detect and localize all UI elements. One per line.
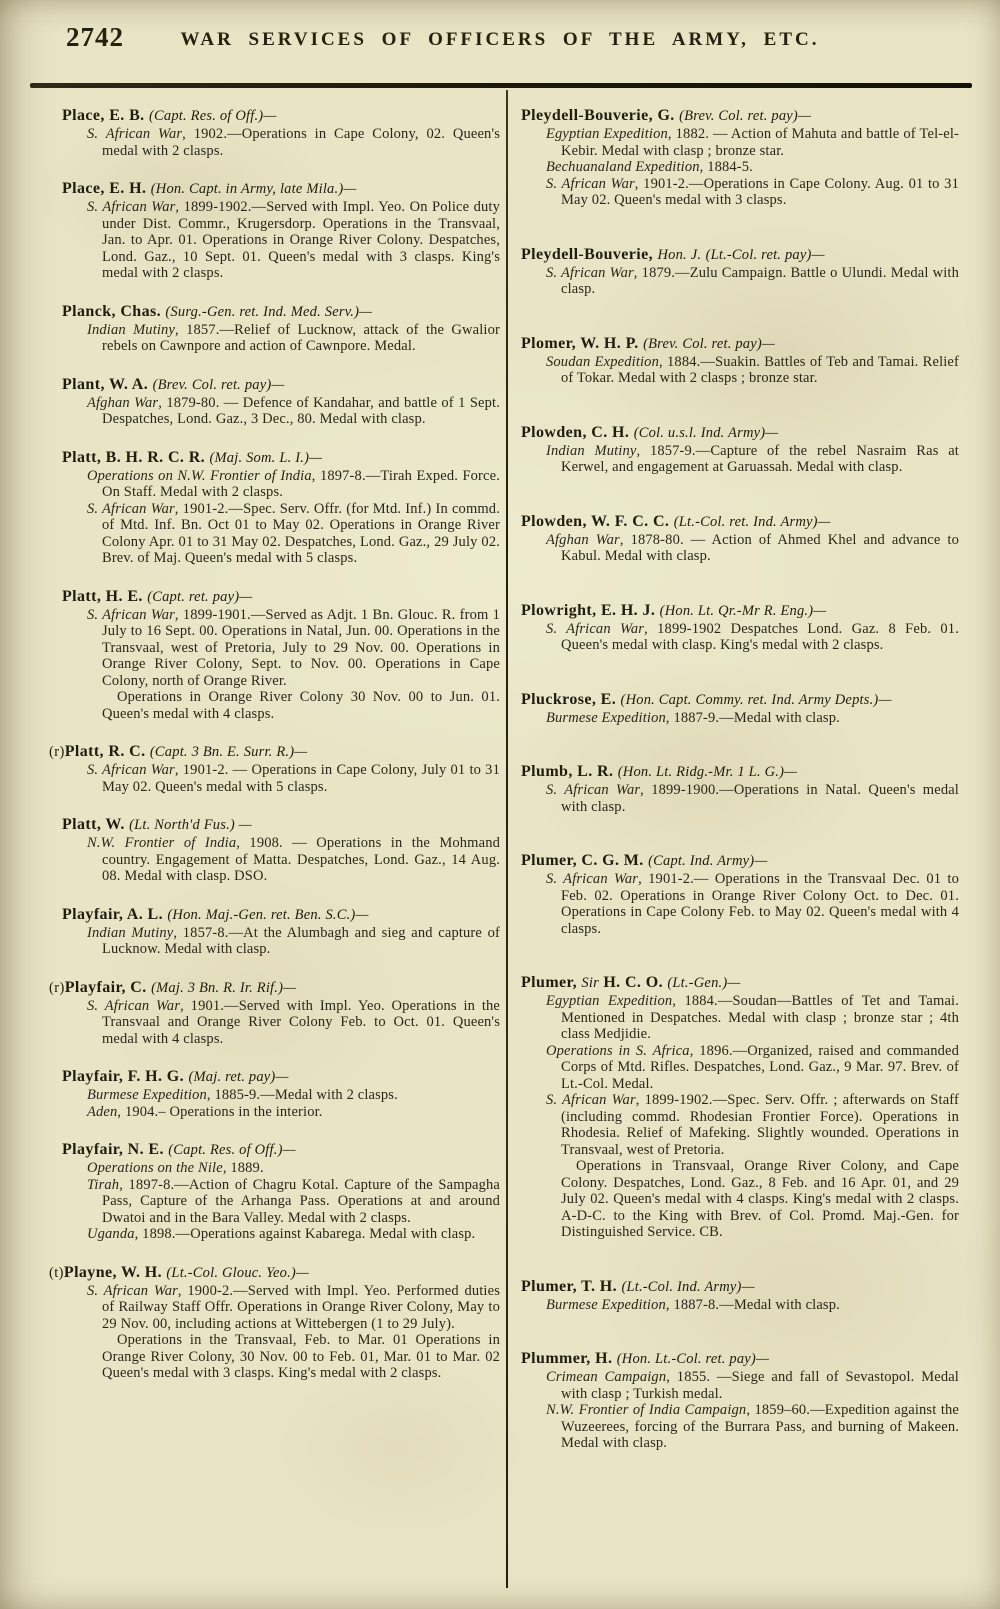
service-text: , 1901.—Served with Impl. Yeo. Operations in the Transvaal and Orange River Colony Feb. to Oct. 01. Queen's medal with 4 clasps. [102,997,500,1047]
officer-name: Plumb, L. R. [521,763,614,780]
officer-entry [62,905,500,958]
reserve-marker: (t) [49,1264,64,1281]
reserve-marker: (r) [49,744,65,760]
service-line [62,1160,500,1177]
service-paragraph: Operations in the Transvaal, Feb. to Mar. 01 Operations in Orange River Colony, 30 Nov. 00 to Feb. 01, Mar. 01 to Mar. 02 Queen's medal with 3 clasps. King's medal with 2 clasps. [102,1332,500,1381]
officer-name: Platt, W. [62,816,125,833]
officer-entry [521,106,959,209]
service-line [521,1092,959,1158]
officer-entry [521,762,959,815]
campaign-name: S. African War [87,1282,178,1299]
campaign-name: Aden [87,1103,118,1120]
officer-entry [62,1067,500,1120]
campaign-name: Egyptian Expedition [546,126,668,142]
reserve-marker: (r) [49,979,65,996]
officer-rank: (Lt.-Gen.)— [667,975,741,991]
service-text: , 1879.—Zulu Campaign. Battle o Ulundi. Medal with clasp. [561,264,959,297]
service-line [521,782,959,815]
service-text: , 1899-1902 Despatches Lond. Gaz. 8 Feb. 01. Queen's medal with clasp. King's medal with 2 clasps. [561,620,959,653]
officer-rank: (Hon. Lt. Ridg.-Mr. 1 L. G.)— [617,764,798,780]
service-text: , 1879-80. — Defence of Kandahar, and battle of 1 Sept. Despatches, Lond. Gaz., 3 Dec., 80. Medal with clasp. [102,394,500,427]
service-text: , 1899-1900.—Operations in Natal. Queen's medal with clasp. [561,782,959,815]
officer-rank: (Brev. Col. ret. pay)— [152,376,285,393]
service-text: , 1859–60.—Expedition against the Wuzeerees, forcing of the Burrara Pass, and burning of Makeen. Medal with clasp. [561,1402,959,1451]
campaign-name: Bechuanaland Expedition [546,159,700,175]
officer-entry [62,1140,500,1243]
campaign-name: Crimean Campaign [546,1369,667,1385]
officer-rank: (Maj. ret. pay)— [188,1069,289,1085]
officer-name: Plomer, W. H. P. [521,334,639,352]
officer-name: Plowden, C. H. [521,423,630,441]
officer-entry-header [62,815,500,835]
campaign-name: Operations on N.W. Frontier of India [87,467,312,484]
service-line [521,126,959,159]
officer-entry [521,601,959,654]
officer-entry-header [521,1349,959,1369]
officer-entry-header [521,512,959,532]
service-text: , 1857-9.—Capture of the rebel Nasraim Ras at Kerwel, and engagement at Garuassah. Medal with clasp. [561,442,959,475]
service-text: , 1887-8.—Medal with clasp. [665,1296,840,1313]
campaign-name: S. African War [546,871,639,887]
officer-name: Playfair, A. L. [62,905,163,923]
service-text: , 1884.—Soudan—Battles of Tet and Tamai. Mentioned in Despatches. Medal with clasp ; bronze star ; 4th class Medjidie. [561,993,959,1042]
service-line [62,199,500,282]
service-line [521,265,959,298]
service-text: , 1908. — Operations in the Mohmand country. Engagement of Matta. Despatches, Lond. Gaz., 14 Aug. 08. Medal with clasp. DSO. [102,835,500,884]
service-line [521,1369,959,1402]
officer-entry-header [62,106,500,126]
left-column [49,106,501,1402]
officer-rank: (Lt. North'd Fus.) — [129,817,252,833]
campaign-name: S. African War [87,997,181,1014]
officer-name: Pleydell-Bouverie, [521,245,654,263]
service-line [521,993,959,1043]
officer-name: Playne, W. H. [63,1263,162,1281]
officer-entry [62,375,500,428]
officer-rank: (Hon. Lt. Qr.-Mr R. Eng.)— [659,602,827,619]
officer-rank: (Capt. Res. of Off.)— [168,1142,296,1158]
campaign-name: Indian Mutiny [546,442,637,459]
officer-rank: (Brev. Col. ret. pay)— [643,335,776,352]
campaign-name: S. African War [546,782,641,798]
campaign-name: S. African War [546,620,645,637]
service-line [62,1177,500,1227]
campaign-name: Indian Mutiny [87,321,176,338]
service-text: , 1901-2.— Operations in the Transvaal Dec. 01 to Feb. 02. Operations in Orange River Colony Oct. to Dec. 01. Operations in Cape Colony Feb. to May 02. Queen's medal with 4 clasps. [561,871,959,937]
officer-rank: (Surg.-Gen. ret. Ind. Med. Serv.)— [165,303,373,320]
service-line [62,501,500,567]
service-line [521,710,959,727]
officer-entry-header [521,1277,959,1297]
officer-name: Plant, W. A. [62,375,149,393]
service-text: , 1885-9.—Medal with 2 clasps. [206,1087,398,1103]
campaign-name: Afghan War [87,394,159,411]
officer-entry-header [521,601,959,621]
campaign-name: Uganda [87,1226,135,1242]
campaign-name: Burmese Expedition [87,1087,207,1103]
page-title: WAR SERVICES OF OFFICERS OF THE ARMY, ETC. [180,29,820,50]
campaign-name: S. African War [87,500,175,517]
officer-name: Pluckrose, E. [521,690,617,708]
officer-initials: H. C. O. [603,974,663,991]
officer-entry [62,448,500,567]
campaign-name: Soudan Expedition [546,353,659,370]
officer-entry-header [62,302,500,322]
service-line [62,322,500,355]
campaign-name: S. African War [87,606,175,623]
service-text: , 1901-2. — Operations in Cape Colony, July 01 to 31 May 02. Queen's medal with 5 clasps. [102,762,500,795]
officer-entry [521,690,959,727]
officer-entry-header [521,973,959,993]
officer-rank: (Capt. Res. of Off.)— [148,108,277,124]
officer-entry-header [521,423,959,443]
officer-rank: (Hon. Capt. in Army, late Mila.)— [150,181,357,197]
officer-name: Plumer, T. H. [521,1277,618,1295]
officer-entry [49,1263,500,1382]
officer-entry [62,179,500,282]
officer-name: Plumer, [521,974,577,991]
service-line [521,159,959,176]
officer-entry-header [62,587,500,607]
campaign-name: S. African War [87,762,175,778]
right-column [521,106,959,1488]
campaign-name: Tirah [87,1176,120,1193]
campaign-name: Afghan War [546,531,620,548]
service-line [62,925,500,958]
service-paragraph: Operations in Transvaal, Orange River Colony, and Cape Colony. Despatches, Lond. Gaz., 8 Feb. and 16 Apr. 01, and 29 July 02. Queen's medal with 4 clasps. King's medal with 2 clasps. A-D-C. to the King with Brev. of Col. Promd. Maj.-Gen. for Distinguished Service. CB. [561,1158,959,1240]
officer-entry-header [62,448,500,468]
officer-name: Plummer, H. [521,1350,613,1367]
service-line [62,1226,500,1243]
officer-rank: (Lt.-Col. ret. pay)— [705,246,825,263]
service-line [521,621,959,654]
officer-entry-header [62,179,500,199]
service-text: , 1900-2.—Served with Impl. Yeo. Performed duties of Railway Staff Offr. Operations in Orange River Colony, May to 29 Nov. 00, including actions at Wittebergen (1 to 29 July). [102,1282,500,1332]
service-line [521,1402,959,1452]
service-line [521,532,959,565]
service-text: , 1904.– Operations in the interior. [117,1103,323,1120]
officer-entry [62,302,500,355]
officer-rank: (Maj. Som. L. I.)— [209,449,323,466]
service-text: , 1896.—Organized, raised and commanded Corps of Mtd. Rifles. Despatches, Lond. Gaz., 9 Mar. 97. Brev. of Lt.-Col. Medal. [561,1042,959,1092]
officer-entry [62,587,500,723]
officer-name: Place, E. B. [62,107,145,124]
service-text: , 1882. — Action of Mahuta and battle of Tel-el-Kebir. Medal with clasp ; bronze star. [561,126,959,159]
officer-entry [49,978,500,1048]
officer-rank: (Capt. Ind. Army)— [648,853,768,869]
service-text: , 1901-2.—Operations in Cape Colony. Aug. 01 to 31 May 02. Queen's medal with 3 clasps. [561,175,959,208]
officer-entry [521,334,959,387]
service-text: , 1901-2.—Spec. Serv. Offr. (for Mtd. Inf.) In commd. of Mtd. Inf. Bn. Oct 01 to May 02. Operations in Orange River Colony Apr. 01 to 31 May 02. Despatches, Lond. Gaz., 29 July 02. Brev. of Maj. Queen's medal with 5 clasps. [102,500,500,566]
service-line [62,835,500,885]
service-line [521,1043,959,1093]
service-text: , 1897-8.—Tirah Exped. Force. On Staff. Medal with 2 clasps. [102,467,500,500]
officer-rank: (Capt. 3 Bn. E. Surr. R.)— [149,744,308,760]
officer-entry [521,973,959,1241]
officer-entry [521,245,959,298]
service-line [62,395,500,428]
service-text: , 1855. —Siege and fall of Sevastopol. Medal with clasp ; Turkish medal. [561,1369,959,1402]
officer-entry [521,1277,959,1314]
service-text: , 1884.—Suakin. Battles of Teb and Tamai. Relief of Tokar. Medal with 2 clasps ; bronze star. [561,353,959,386]
officer-entry-header [521,106,959,126]
officer-entry [521,512,959,565]
service-text: , 1887-9.—Medal with clasp. [665,709,840,726]
officer-rank: (Capt. ret. pay)— [147,588,253,605]
service-text: , 1902.—Operations in Cape Colony, 02. Queen's medal with 2 clasps. [102,126,500,159]
service-text: , 1889. [222,1160,264,1176]
officer-entry-header [62,1140,500,1160]
officer-entry [49,742,500,795]
service-line [62,607,500,690]
campaign-name: S. African War [546,264,634,281]
officer-rank: (Hon. Capt. Commy. ret. Ind. Army Depts.)— [620,691,892,708]
officer-entry-header [49,978,500,998]
page-number: 2742 [66,22,124,52]
officer-rank: (Lt.-Col. ret. Ind. Army)— [673,513,831,530]
service-text: , 1857.—Relief of Lucknow, attack of the Gwalior rebels on Cawnpore and action of Cawnpore. Medal. [102,321,500,354]
officer-name: Playfair, N. E. [62,1141,164,1158]
service-text: , 1857-8.—At the Alumbagh and sieg and capture of Lucknow. Medal with clasp. [102,924,501,957]
officer-entry-header [521,851,959,871]
officer-entry-header [521,245,959,265]
campaign-name: Operations on the Nile [87,1160,223,1176]
officer-rank: (Hon. Maj.-Gen. ret. Ben. S.C.)— [167,906,369,923]
service-text: , 1898.—Operations against Kabarega. Medal with clasp. [134,1226,476,1242]
campaign-name: S. African War [546,175,635,192]
officer-name: Pleydell-Bouverie, G. [521,107,675,124]
campaign-name: S. African War [546,1092,636,1108]
officer-entry [62,815,500,885]
officer-name: Plumer, C. G. M. [521,852,644,869]
campaign-name: Operations in S. Africa [546,1042,690,1059]
campaign-name: S. African War [87,199,176,215]
officer-entry-header [62,375,500,395]
officer-rank: (Brev. Col. ret. pay)— [679,108,812,124]
officer-rank: (Lt.-Col. Glouc. Yeo.)— [166,1264,310,1281]
service-line [62,762,500,795]
officer-entry [62,106,500,159]
officer-name: Platt, H. E. [62,587,143,605]
service-text: , 1878-80. — Action of Ahmed Khel and advance to Kabul. Medal with clasp. [561,531,959,564]
officer-entry [521,423,959,476]
service-line [521,871,959,937]
officer-rank: (Hon. Lt.-Col. ret. pay)— [616,1351,770,1367]
officer-honorific: Sir [581,975,599,991]
service-paragraph: Operations in Orange River Colony 30 Nov. 00 to Jun. 01. Queen's medal with 4 clasps. [102,689,500,722]
officer-entry-header [521,334,959,354]
officer-entry [521,1349,959,1452]
service-line [521,1297,959,1314]
campaign-name: S. African War [87,126,183,142]
campaign-name: Burmese Expedition [546,1296,666,1313]
service-text: , 1899-1901.—Served as Adjt. 1 Bn. Glouc. R. from 1 July to 16 Sept. 00. Operations in Natal, Jun. 00. Operations in the Transvaal, west of Pretoria, July to 29 Nov. 00. Operations in Orange River Colony, Sept. to Nov. 00. Operations in Cape Colony, north of Orange River. [102,606,500,689]
service-text: , 1897-8.—Action of Chagru Kotal. Capture of the Sampagha Pass, Capture of the Arhanga Pass. Operations at and around Dwatoi and in the Bara Valley. Medal with 2 clasps. [102,1176,500,1226]
service-line [521,443,959,476]
officer-name: Playfair, F. H. G. [62,1068,185,1085]
service-line [521,354,959,387]
campaign-name: N.W. Frontier of India Campaign [546,1402,747,1418]
campaign-name: Burmese Expedition [546,709,666,726]
officer-name: Platt, R. C. [64,743,146,760]
service-line [62,998,500,1048]
service-text: , 1899-1902.—Served with Impl. Yeo. On Police duty under Dist. Commr., Krugersdorp. Operations in the Transvaal, Jan. to Apr. 01. Operations in Orange River Colony. Despatches, Lond. Gaz., 10 Sept. 01. Queen's medal with 3 clasps. King's medal with 2 clasps. [102,199,500,281]
column-divider [506,90,508,1588]
officer-entry-header [49,742,500,762]
campaign-name: N.W. Frontier of India [87,835,237,851]
officer-entry-header [521,762,959,782]
service-line [62,1283,500,1333]
officer-name: Plowden, W. F. C. C. [521,512,670,530]
officer-name: Playfair, C. [64,978,147,996]
service-text: , 1884-5. [699,159,753,175]
service-line [521,176,959,209]
officer-entry-header [62,1067,500,1087]
officer-honorific: Hon. J. [657,246,702,263]
officer-rank: (Maj. 3 Bn. R. Ir. Rif.)— [151,979,297,996]
officer-name: Plowright, E. H. J. [521,601,656,619]
header-rule [30,83,972,88]
service-text: , 1899-1902.—Spec. Serv. Offr. ; afterwards on Staff (including commd. Rhodesian Frontier Force). Operations in Rhodesia. Relief of Mafeking. Slightly wounded. Operations in Transvaal, west of Pretoria. [561,1092,959,1158]
campaign-name: Indian Mutiny [87,924,174,941]
service-line [62,1104,500,1121]
officer-entry-header [49,1263,500,1283]
officer-name: Platt, B. H. R. C. R. [62,448,206,466]
officer-rank: (Lt.-Col. Ind. Army)— [621,1278,755,1295]
service-line [62,126,500,159]
service-line [62,1087,500,1104]
campaign-name: Egyptian Expedition [546,993,673,1009]
officer-rank: (Col. u.s.l. Ind. Army)— [633,424,779,441]
officer-entry [521,851,959,937]
service-line [62,468,500,501]
officer-entry-header [521,690,959,710]
officer-entry-header [62,905,500,925]
officer-name: Place, E. H. [62,180,147,197]
officer-name: Planck, Chas. [62,302,161,320]
